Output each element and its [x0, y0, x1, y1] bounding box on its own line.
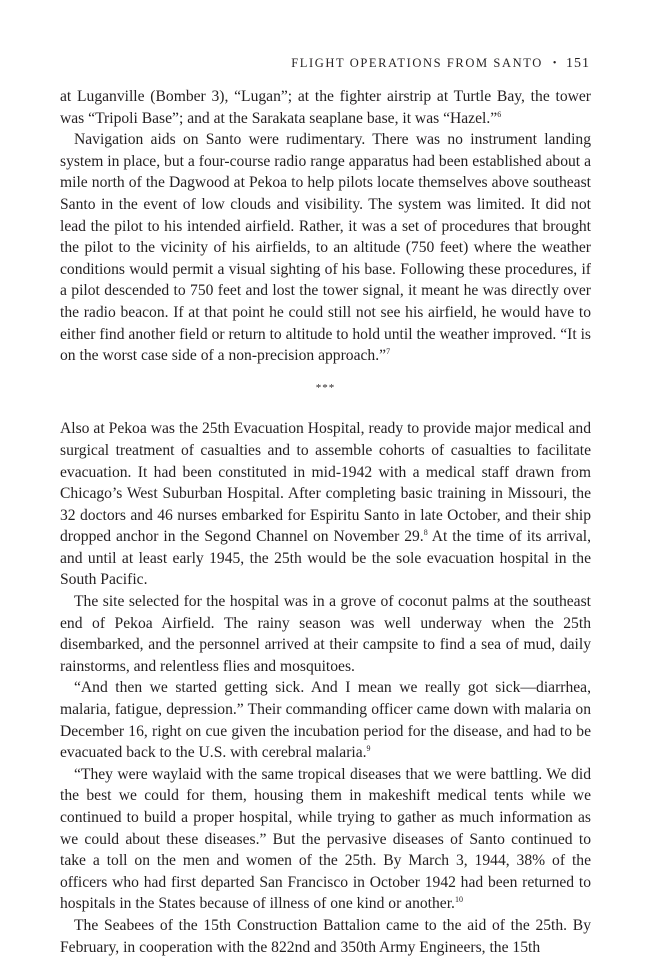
running-head-title: FLIGHT OPERATIONS FROM SANTO	[291, 56, 543, 70]
paragraph-text: The site selected for the hospital was in a grove of coconut palms at the southeast end of Pekoa Airfield. The rainy season was well underway when the 25th disembarked, and the personnel arrived at their campsite to find a sea of mud, daily rainstorms, and relentless flies and mosquitoes.	[60, 593, 591, 675]
paragraph-hospital-site	[60, 591, 591, 677]
running-head-bullet: •	[552, 58, 558, 69]
section-break: ***	[315, 381, 336, 394]
paragraph-text-continued: At the time of its arrival, and until at least early 1945, the 25th would be the sole evacuation hospital in the South Pacific.	[60, 528, 591, 589]
paragraph-text: Also at Pekoa was the 25th Evacuation Hospital, ready to provide major medical and surgical treatment of casualties and to assemble cohorts of casualties to facilitate evacuation. It had been constituted in mid-1942 with a medical staff drawn from Chicago’s West Suburban Hospital. After completing basic training in Missouri, the 32 doctors and 46 nurses embarked for Espiritu Santo in late October, and their ship dropped anchor in the Segond Channel on November 29.	[60, 420, 591, 546]
paragraph-seabees	[60, 915, 591, 958]
body-text	[60, 86, 591, 958]
paragraph-evacuation-hospital	[60, 418, 591, 591]
page-number: 151	[566, 56, 590, 71]
running-head	[291, 56, 590, 72]
paragraph-airfield-call-signs	[60, 86, 591, 129]
paragraph-text: at Luganville (Bomber 3), “Lugan”; at the fighter airstrip at Turtle Bay, the tower was “Tripoli Base”; and at the Sarakata seaplane base, it was “Hazel.”	[60, 88, 591, 127]
paragraph-navigation-aids	[60, 129, 591, 367]
paragraph-tropical-diseases	[60, 764, 591, 915]
footnote-ref-7: 7	[386, 347, 391, 357]
footnote-ref-6: 6	[497, 109, 502, 119]
paragraph-text: The Seabees of the 15th Construction Battalion came to the aid of the 25th. By February, in cooperation with the 822nd and 350th Army Engineers, the 15th	[60, 916, 591, 956]
paragraph-text: “They were waylaid with the same tropical diseases that we were battling. We did the best we could for them, housing them in makeshift medical tents while we continued to build a proper hospital, while trying to gather as much information as we could about these diseases.” But the pervasive diseases of Santo continued to take a toll on the men and women of the 25th. By March 3, 1944, 38% of the officers who had first departed San Francisco in October 1942 had been returned to hospitals in the States because of illness of one kind or another.	[60, 765, 591, 913]
paragraph-text: “And then we started getting sick. And I mean we really got sick—diarrhea, malaria, fatigue, depression.” Their commanding officer came down with malaria on December 16, right on cue given the incubation period for the disease, and had to be evacuated back to the U.S. with cerebral malaria.	[60, 679, 591, 762]
footnote-ref-8: 8	[423, 528, 428, 538]
footnote-ref-9: 9	[366, 744, 371, 754]
paragraph-getting-sick	[60, 677, 591, 763]
footnote-ref-10: 10	[454, 895, 463, 905]
paragraph-text: Navigation aids on Santo were rudimentary. There was no instrument landing system in place, but a four-course radio range apparatus had been established about a mile north of the Dagwood at Pekoa to help pilots locate themselves above southeast Santo in the event of low clouds and visibility. The system was limited. It did not lead the pilot to his intended airfield. Rather, it was a set of procedures that brought the pilot to the vicinity of his airfields, to an altitude (750 feet) where the weather conditions would permit a visual sighting of his base. Following these procedures, if a pilot descended to 750 feet and lost the tower signal, it meant he was directly over the radio beacon. If at that point he could still not see his airfield, he would have to either find another field or return to altitude to hold until the weather improved. “It is on the worst case side of a non-precision approach.”	[60, 131, 591, 365]
